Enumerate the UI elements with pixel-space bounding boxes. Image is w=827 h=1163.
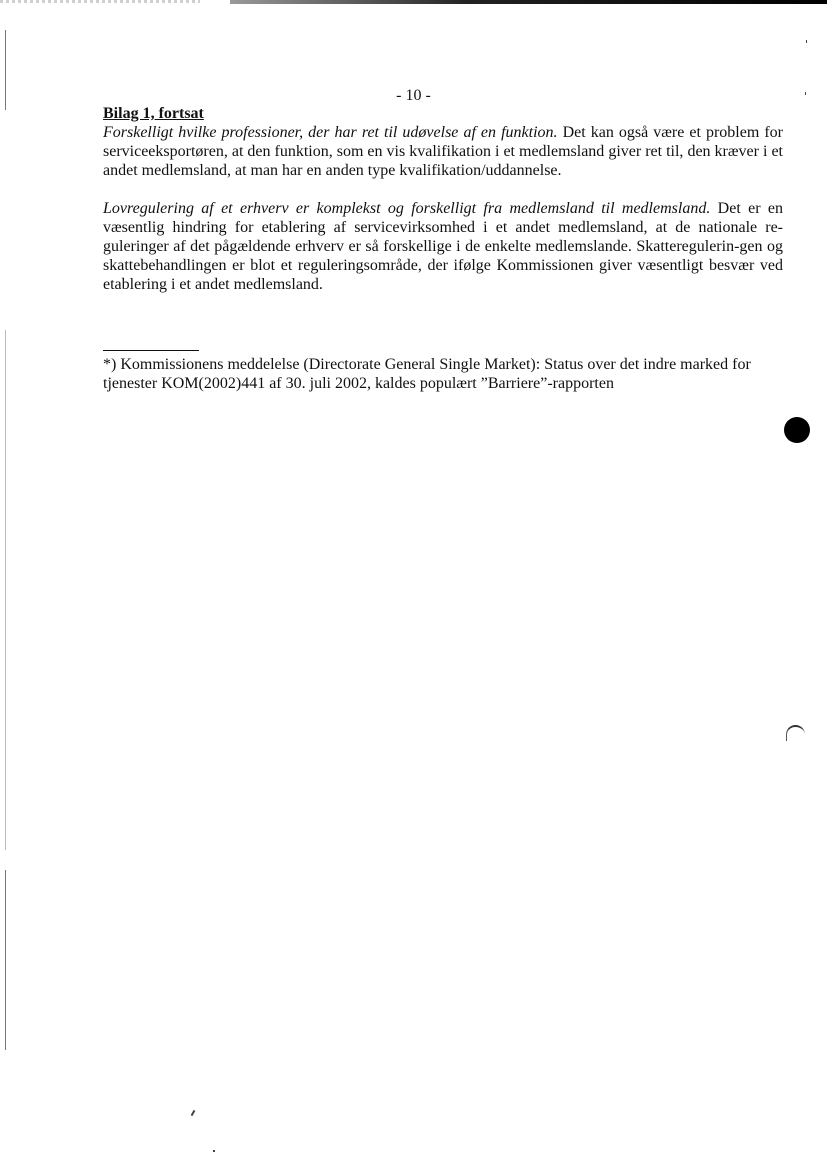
- paragraph-regulation-lead: Lovregulering af et erhverv er komplekst og forskelligt fra medlemsland til medlemsland.: [103, 200, 711, 217]
- scan-artifact-top-left: [0, 0, 200, 3]
- scan-speck: [806, 40, 807, 43]
- section-heading: Bilag 1, fortsat: [103, 105, 204, 122]
- footnote-divider: [103, 350, 199, 351]
- scan-speck: [805, 92, 806, 95]
- scan-speck: [213, 1150, 215, 1152]
- scan-speck: [191, 1110, 196, 1116]
- paragraph-professions: [103, 123, 783, 180]
- paragraph-professions-lead: Forskelligt hvilke professioner, der har ret til udøvelse af en funktion.: [103, 124, 558, 141]
- scan-left-edge-line: [5, 870, 6, 1050]
- document-body: [103, 104, 783, 294]
- page-number: - 10 -: [396, 87, 431, 104]
- paragraph-regulation-text: Det er en væsentlig hindring for etablering af servicevirksomhed i et andet medlemsland, at de nationale re-guleringer af det pågældende erhverv er så forskellige i de enkelte medlemslande. Skatteregulerin-gen og skattebehandlingen er blot et reguleringsområde, der ifølge Kommissionen giver væsentligt besvær ved etablering i et andet medlemsland.: [103, 200, 783, 293]
- scan-curl-mark: [786, 725, 805, 741]
- scan-artifact-top-bar: [230, 0, 827, 4]
- scan-left-edge-line: [5, 330, 6, 850]
- paragraph-regulation: [103, 199, 783, 294]
- paragraph-professions-text: Det kan også være et problem for serviceeksportøren, at den funktion, som en vis kvalifikation i et medlemsland giver ret til, den kræver i et andet medlemsland, at man har en anden type kvalifikation/uddannelse.: [103, 124, 784, 179]
- footnote: *) Kommissionens meddelelse (Directorate General Single Market): Status over det indre marked for tjenester KOM(2002)441 af 30. juli 2002, kaldes populært ”Barriere”-rapporten: [103, 356, 751, 392]
- hole-punch-mark: [784, 417, 810, 443]
